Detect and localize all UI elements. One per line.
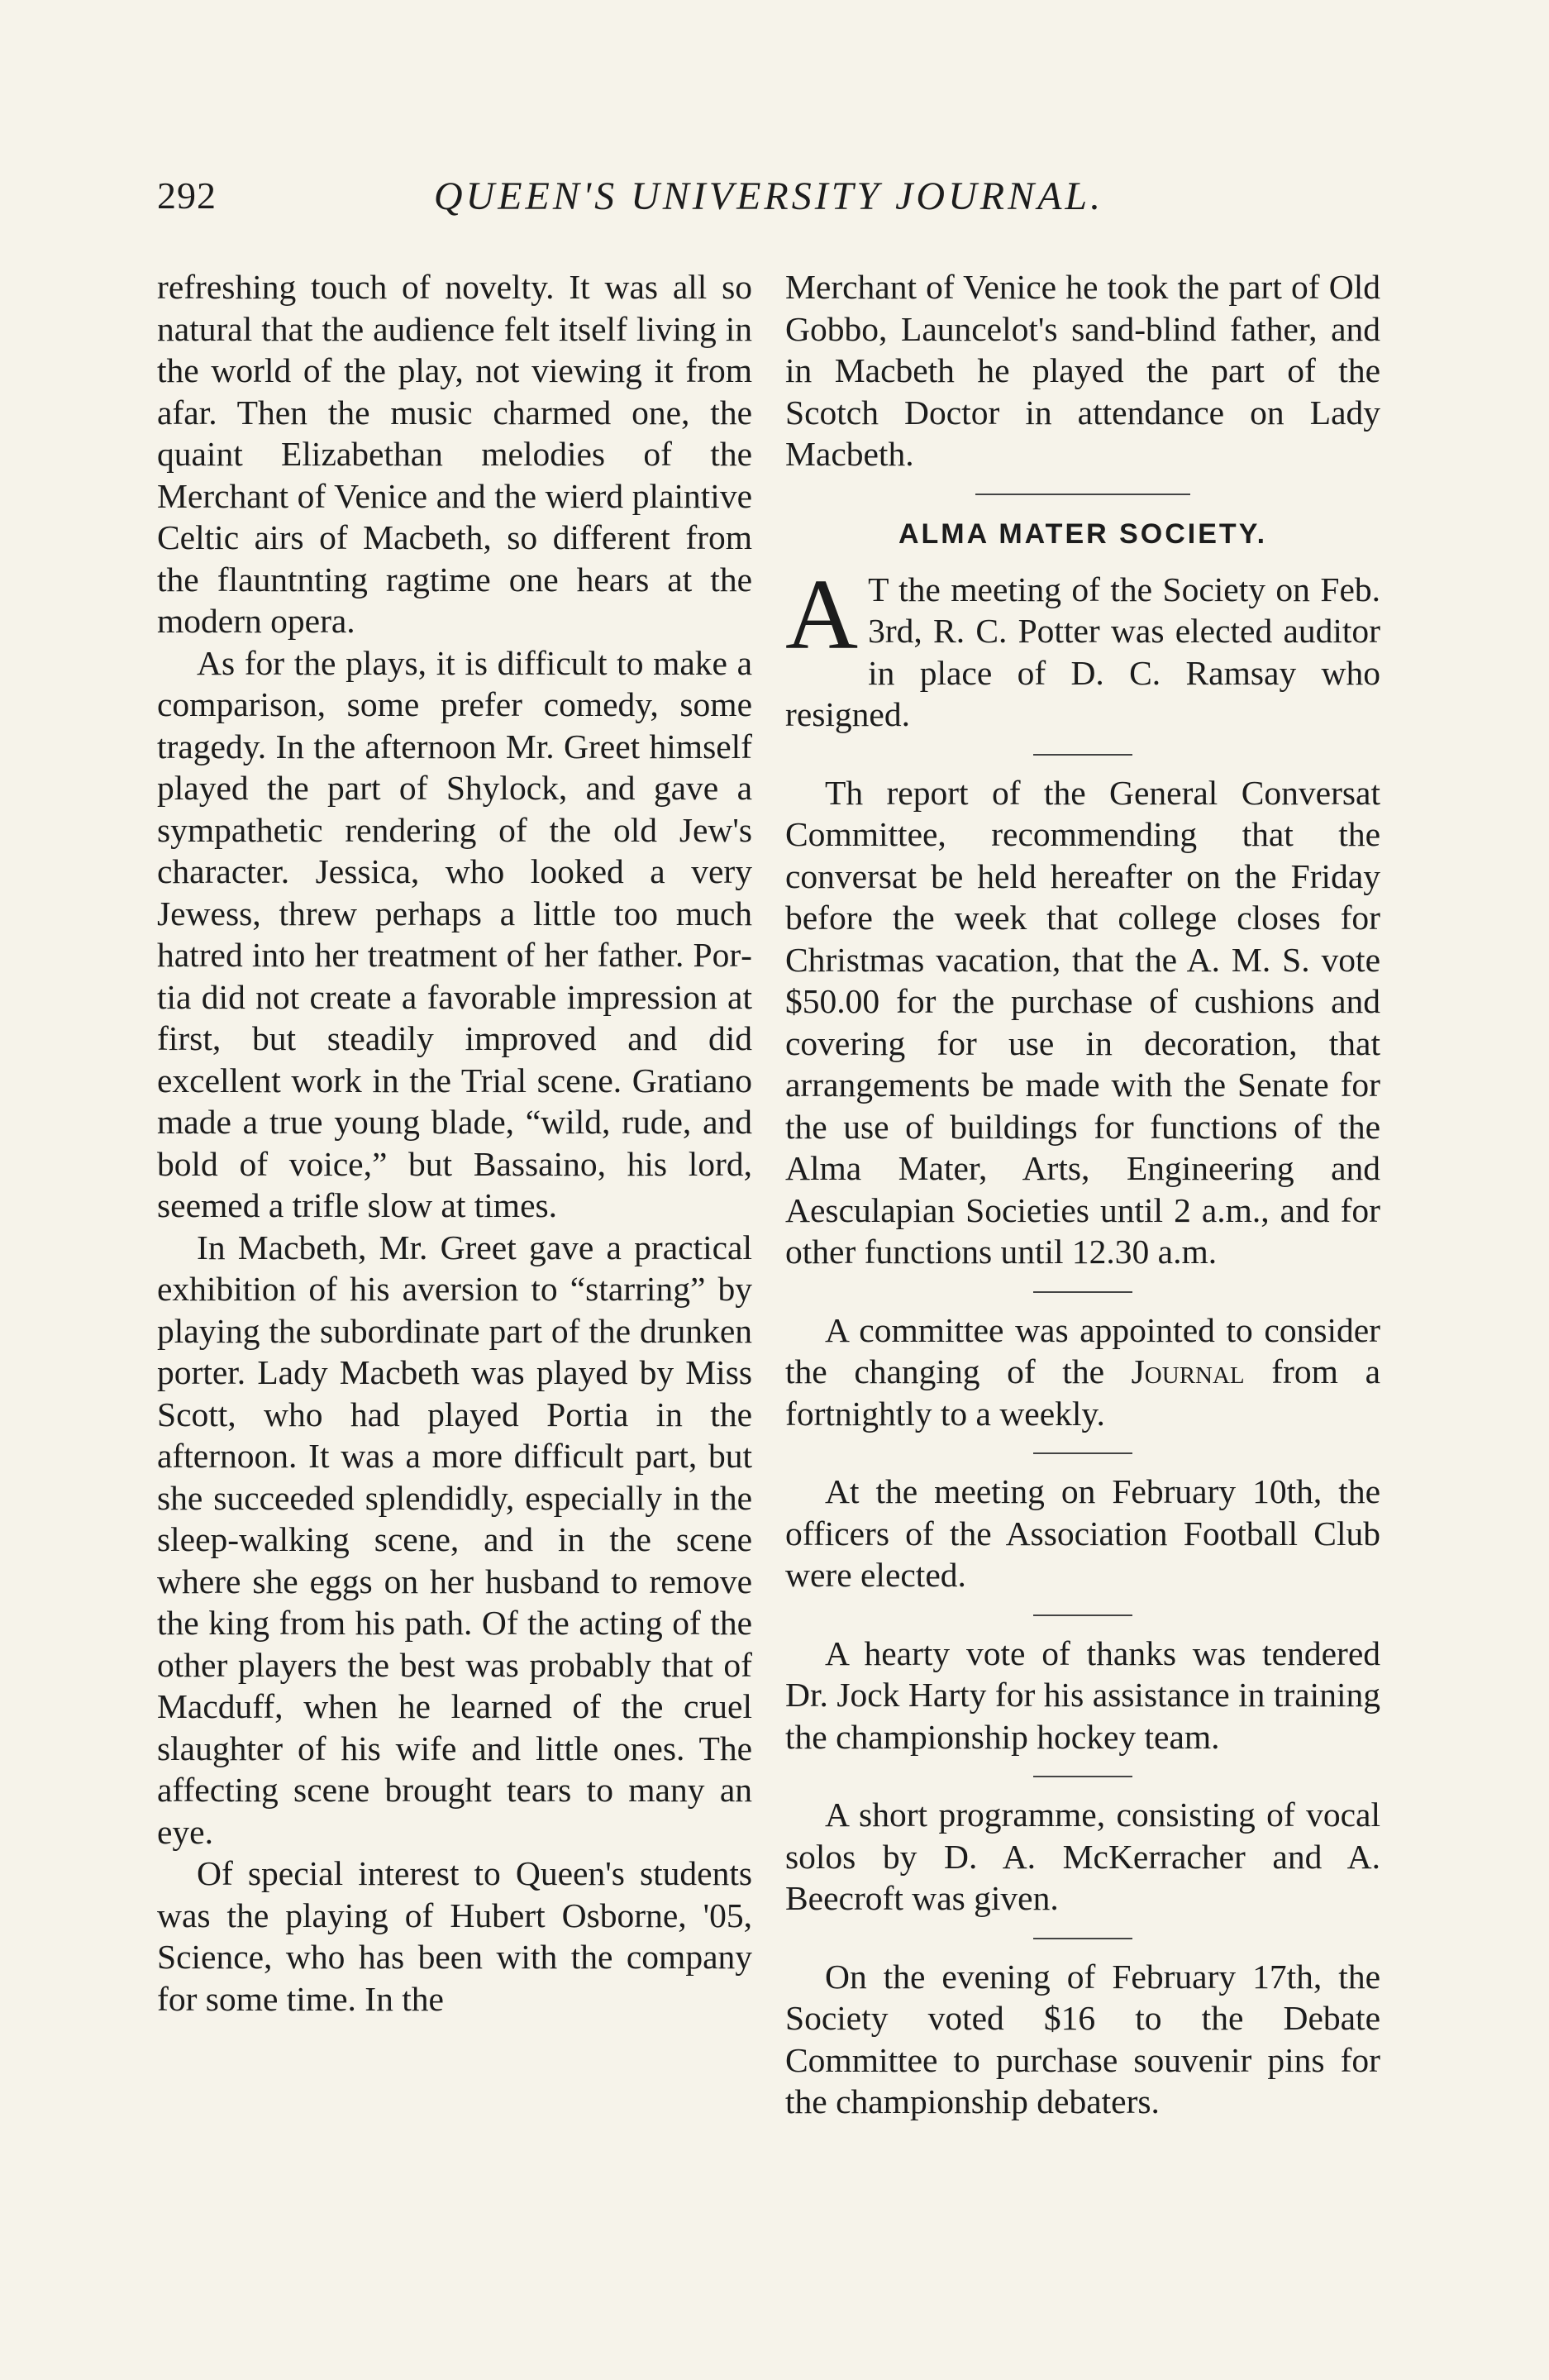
right-column xyxy=(785,266,1380,2123)
paragraph: refreshing touch of novelty. It was all so natural that the audience felt itself living in the world of the play, not viewing it from afar. Then the music charmed one, the quaint Elizabethan melodies of the Merchant of Venice and the wierd plaintive Celtic airs of Macbeth, so different from the flauntnting ragtime one hears at the modern opera. xyxy=(157,268,752,640)
paragraph xyxy=(785,1309,1380,1435)
paragraph: A short programme, consisting of vocal solos by D. A. McKerracher and A. Beecroft was given. xyxy=(785,1796,1380,1917)
journal-title: QUEEN'S UNIVERSITY JOURNAL. xyxy=(433,174,1104,218)
drop-cap: A xyxy=(785,558,859,670)
item-divider xyxy=(1033,1291,1132,1293)
section-divider xyxy=(975,494,1190,495)
item-divider xyxy=(1033,754,1132,756)
paragraph: Th report of the General Conversat Committee, recommending that the conversat be held hereafter on the Friday before the week that college closes for Christmas vacation, that the A. M. S. vote $50.00 for the purchase of cushions and covering for use in decoration, that arrangements be made with the Senate for the use of buildings for functions of the Alma Mater, Arts, Engineering and Aesculapian Societies until 2 a.m., and for other functions until 12.30 a.m. xyxy=(785,773,1380,1271)
item-divider xyxy=(1033,1452,1132,1454)
running-header xyxy=(157,174,1380,231)
item-divider xyxy=(1033,1776,1132,1777)
page-number: 292 xyxy=(157,174,217,217)
item-divider xyxy=(1033,1614,1132,1616)
lead-paragraph-text: T the meeting of the Society on Feb. 3rd, R. C. Potter was elected auditor in place of D. C. Ramsay who resigned. xyxy=(785,570,1380,733)
item-divider xyxy=(1033,1938,1132,1939)
paragraph: On the evening of February 17th, the Society voted $16 to the Debate Committee to purchase souvenir pins for the championship debaters. xyxy=(785,1957,1380,2120)
lead-paragraph xyxy=(785,558,1380,736)
paragraph: A hearty vote of thanks was tendered Dr. Jock Harty for his assistance in training the championship hockey team. xyxy=(785,1634,1380,1756)
paragraph: Of special interest to Queen's students was the playing of Hubert Osborne, '05, Science, who has been with the company for some time. In the xyxy=(157,1854,752,2018)
paragraph-text: A committee was appointed to consider the changing of the xyxy=(785,1310,1380,1390)
section-heading: ALMA MATER SOCIETY. xyxy=(898,517,1268,550)
paragraph: Merchant of Venice he took the part of Old Gobbo, Launcelot's sand-blind father, and in Macbeth he played the part of the Scotch Doctor in attendance on Lady Macbeth. xyxy=(785,268,1380,473)
paragraph: In Macbeth, Mr. Greet gave a practical exhibition of his aversion to “starring” by playing the subordinate part of the drunken porter. Lady Macbeth was played by Miss Scott, who had played Portia in the afternoon. It was a more difficult part, but she succeeded splendidly, especially in the sleep-walking scene, and in the scene where she eggs on her husband to remove the king from his path. Of the acting of the other players the best was probably that of Macduff, when he learned of the cruel slaughter of his wife and little ones. The affecting scene brought tears to many an eye. xyxy=(157,1228,752,1851)
paragraph: At the meeting on February 10th, the officers of the Association Football Club were elected. xyxy=(785,1472,1380,1594)
journal-name: Journal xyxy=(1131,1352,1245,1390)
left-column xyxy=(157,266,752,2020)
paragraph-text: from a fortnightly to a weekly. xyxy=(785,1352,1381,1433)
paragraph: As for the plays, it is difficult to make a comparison, some prefer comedy, some tragedy. In the afternoon Mr. Greet himself played the part of Shylock, and gave a sympathetic rendering of the old Jew's character. Jessica, who looked a very Jewess, threw perhaps a little too much hatred into her treatment of her father. Portia did not create a favorable impression at first, but steadily improved and did excellent work in the Trial scene. Gratiano made a true young blade, “wild, rude, and bold of voice,” but Bassaino, his lord, seemed a trifle slow at times. xyxy=(157,643,752,1224)
